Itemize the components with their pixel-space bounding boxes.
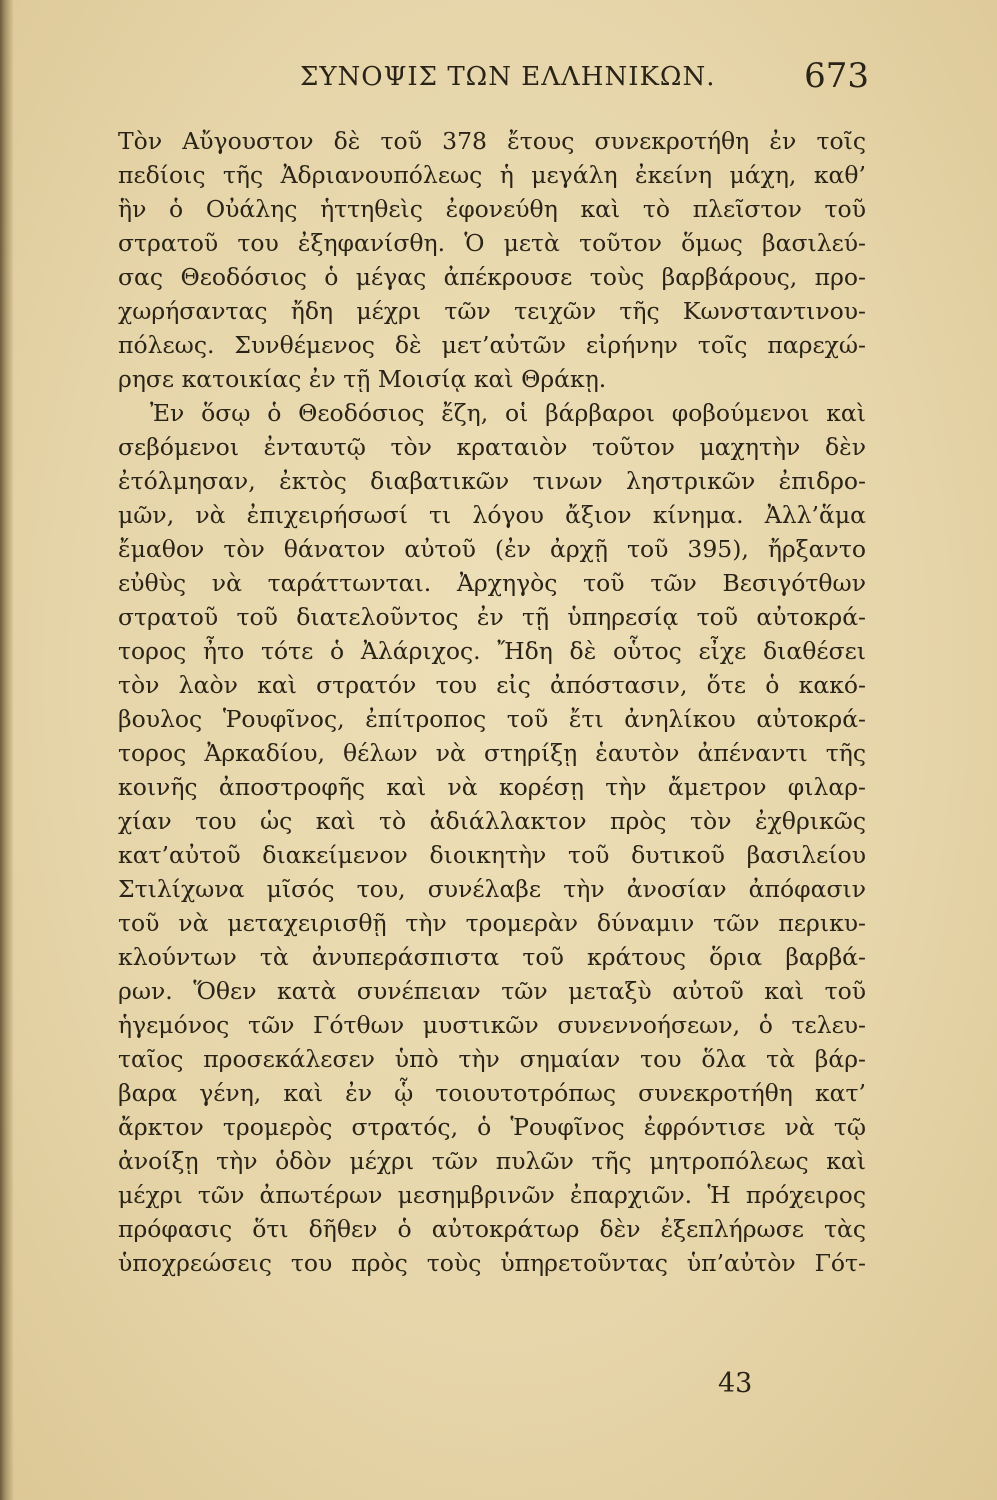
text-line: βαρα γένη, καὶ ἐν ᾧ τοιουτοτρόπως συνεκροτήθη κατ’ xyxy=(118,1079,866,1107)
text-line: κλούντων τὰ ἀνυπεράσπιστα τοῦ κράτους ὅρια βαρβά- xyxy=(118,943,866,971)
text-line: στρατοῦ τοῦ διατελοῦντος ἐν τῇ ὑπηρεσίᾳ τοῦ αὐτοκρά- xyxy=(118,603,866,631)
text-line: πρόφασις ὅτι δῆθεν ὁ αὐτοκράτωρ δὲν ἐξεπλήρωσε τὰς xyxy=(118,1215,866,1243)
text-line: σεβόμενοι ἐνταυτῷ τὸν κραταιὸν τοῦτον μαχητὴν δὲν xyxy=(118,433,866,461)
text-line: βουλος Ῥουφῖνος, ἐπίτροπος τοῦ ἔτι ἀνηλίκου αὐτοκρά- xyxy=(118,705,866,733)
text-line: εὐθὺς νὰ ταράττωνται. Ἀρχηγὸς τοῦ τῶν Βεσιγότθων xyxy=(118,569,866,597)
text-line: χίαν του ὡς καὶ τὸ ἀδιάλλακτον πρὸς τὸν ἐχθρικῶς xyxy=(118,807,866,835)
running-head: ΣΥΝΟΨΙΣ ΤΩΝ ΕΛΛΗΝΙΚΩΝ. xyxy=(300,62,716,92)
text-line: ἐτόλμησαν, ἐκτὸς διαβατικῶν τινων ληστρικῶν ἐπιδρο- xyxy=(118,467,866,495)
text-line: ἡγεμόνος τῶν Γότθων μυστικῶν συνεννοήσεων, ὁ τελευ- xyxy=(118,1011,866,1039)
text-line: πεδίοις τῆς Ἀδριανουπόλεως ἡ μεγάλη ἐκείνη μάχη, καθ’ xyxy=(118,161,866,189)
text-line: κοινῆς ἀποστροφῆς καὶ νὰ κορέσῃ τὴν ἄμετρον φιλαρ- xyxy=(118,773,866,801)
text-line: Στιλίχωνα μῖσός του, συνέλαβε τὴν ἀνοσίαν ἀπόφασιν xyxy=(118,875,866,903)
text-line: ἣν ὁ Οὐάλης ἡττηθεὶς ἐφονεύθη καὶ τὸ πλεῖστον τοῦ xyxy=(118,195,866,223)
signature-mark: 43 xyxy=(718,1368,753,1399)
text-line: μῶν, νὰ ἐπιχειρήσωσί τι λόγου ἄξιον κίνημα. Ἀλλ’ἅμα xyxy=(118,501,866,529)
text-line: τορος ἦτο τότε ὁ Ἀλάριχος. Ἤδη δὲ οὗτος εἶχε διαθέσει xyxy=(118,637,866,665)
page-header xyxy=(300,56,869,102)
body-text xyxy=(118,124,866,1280)
text-line: μέχρι τῶν ἀπωτέρων μεσημβρινῶν ἐπαρχιῶν. Ἡ πρόχειρος xyxy=(118,1181,866,1209)
text-line: ἄρκτον τρομερὸς στρατός, ὁ Ῥουφῖνος ἐφρόντισε νὰ τῷ xyxy=(118,1113,866,1141)
text-line: τοῦ νὰ μεταχειρισθῇ τὴν τρομερὰν δύναμιν τῶν περικυ- xyxy=(118,909,866,937)
text-line: πόλεως. Συνθέμενος δὲ μετ’αὐτῶν εἰρήνην τοῖς παρεχώ- xyxy=(118,331,866,359)
text-line: χωρήσαντας ἤδη μέχρι τῶν τειχῶν τῆς Κωνσταντινου- xyxy=(118,297,866,325)
text-line: ρων. Ὅθεν κατὰ συνέπειαν τῶν μεταξὺ αὐτοῦ καὶ τοῦ xyxy=(118,977,866,1005)
text-line: ὑποχρεώσεις του πρὸς τοὺς ὑπηρετοῦντας ὑπ’αὐτὸν Γότ- xyxy=(118,1249,866,1277)
text-line: τορος Ἀρκαδίου, θέλων νὰ στηρίξῃ ἑαυτὸν ἀπέναντι τῆς xyxy=(118,739,866,767)
text-line: ἀνοίξῃ τὴν ὁδὸν μέχρι τῶν πυλῶν τῆς μητροπόλεως καὶ xyxy=(118,1147,866,1175)
text-line: ταῖος προσεκάλεσεν ὑπὸ τὴν σημαίαν του ὅλα τὰ βάρ- xyxy=(118,1045,866,1073)
page-number: 673 xyxy=(804,56,869,96)
text-line: στρατοῦ του ἐξηφανίσθη. Ὁ μετὰ τοῦτον ὅμως βασιλεύ- xyxy=(118,229,866,257)
text-line: ἔμαθον τὸν θάνατον αὐτοῦ (ἐν ἀρχῇ τοῦ 395), ἤρξαντο xyxy=(118,535,866,563)
text-line: Ἐν ὅσῳ ὁ Θεοδόσιος ἔζη, οἱ βάρβαροι φοβούμενοι καὶ xyxy=(150,399,866,427)
text-line: ρησε κατοικίας ἐν τῇ Μοισίᾳ καὶ Θράκῃ. xyxy=(118,365,607,393)
text-line: κατ’αὐτοῦ διακείμενον διοικητὴν τοῦ δυτικοῦ βασιλείου xyxy=(118,841,866,869)
text-line: Τὸν Αὔγουστον δὲ τοῦ 378 ἔτους συνεκροτήθη ἐν τοῖς xyxy=(118,127,866,155)
text-line: τὸν λαὸν καὶ στρατόν του εἰς ἀπόστασιν, ὅτε ὁ κακό- xyxy=(118,671,866,699)
text-line: σας Θεοδόσιος ὁ μέγας ἀπέκρουσε τοὺς βαρβάρους, προ- xyxy=(118,263,866,291)
page-edge-shadow xyxy=(0,0,14,1500)
